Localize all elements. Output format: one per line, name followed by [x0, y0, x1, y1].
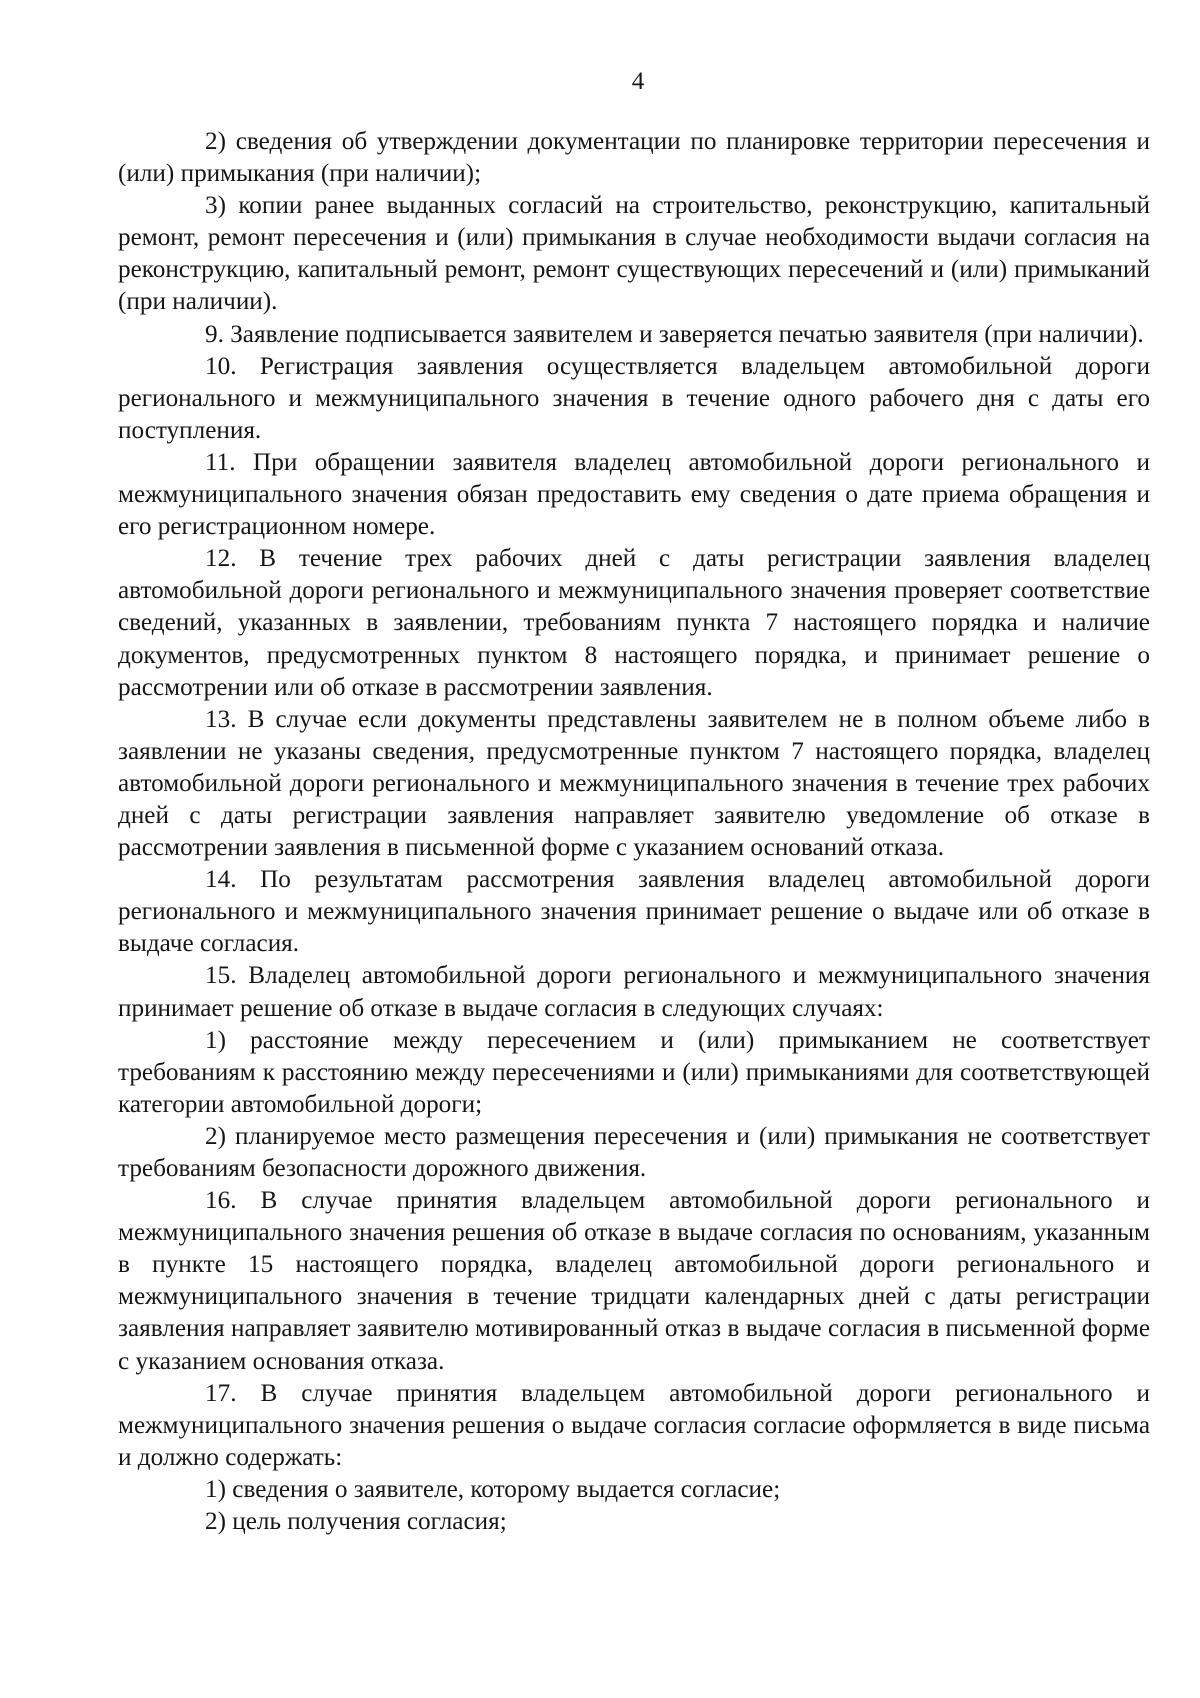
paragraph-item-2-planning-docs: 2) сведения об утверждении документации по планировке территории пересечения и (или) примыкания (при наличии);: [118, 128, 1150, 188]
paragraph-16-motivated-refusal: 16. В случае принятия владельцем автомобильной дороги регионального и межмуниципального значения решения об отказе в выдаче согласия по основаниям, указанным в пункте 15 настоящего порядка, владелец автомобильной дороги регионального и межмуниципального значения в течение тридцати календарных дней с даты регистрации заявления направляет заявителю мотивированный отказ в выдаче согласия в письменной форме с указанием основания отказа.: [118, 1187, 1150, 1375]
paragraph-17-item-1-applicant: 1) сведения о заявителе, которому выдается согласие;: [205, 1475, 781, 1503]
paragraph-17-item-2-purpose: 2) цель получения согласия;: [205, 1508, 507, 1536]
paragraph-14-decision: 14. По результатам рассмотрения заявления владелец автомобильной дороги регионального и межмуниципального значения принимает решение о выдаче или об отказе в выдаче согласия.: [118, 866, 1150, 958]
paragraph-item-3-previous-consents: 3) копии ранее выданных согласий на строительство, реконструкцию, капитальный ремонт, ремонт пересечения и (или) примыкания в случае необходимости выдачи согласия на реконструкцию, капитальный ремонт, ремонт существующих пересечений и (или) примыканий (при наличии).: [118, 192, 1150, 316]
paragraph-15-case-1-distance: 1) расстояние между пересечением и (или) примыканием не соответствует требованиям к расстоянию между пересечениями и (или) примыканиями для соответствующей категории автомобильной дороги;: [118, 1026, 1150, 1118]
paragraph-11-applicant-info: 11. При обращении заявителя владелец автомобильной дороги регионального и межмуниципального значения обязан предоставить ему сведения о дате приема обращения и его регистрационном номере.: [118, 448, 1150, 541]
paragraph-9-signature: 9. Заявление подписывается заявителем и заверяется печатью заявителя (при наличии).: [205, 320, 1144, 348]
paragraph-13-incomplete-documents: 13. В случае если документы представлены заявителем не в полном объеме либо в заявлении не указаны сведения, предусмотренные пунктом 7 настоящего порядка, владелец автомобильной дороги регионального и межмуниципального значения в течение трех рабочих дней с даты регистрации заявления направляет заявителю уведомление об отказе в рассмотрении заявления в письменной форме с указанием оснований отказа.: [118, 705, 1150, 862]
paragraph-17-consent-letter: 17. В случае принятия владельцем автомобильной дороги регионального и межмуниципального значения решения о выдаче согласия согласие оформляется в виде письма и должно содержать:: [118, 1379, 1150, 1471]
paragraph-12-verification: 12. В течение трех рабочих дней с даты регистрации заявления владелец автомобильной дороги регионального и межмуниципального значения проверяет соответствие сведений, указанных в заявлении, требованиям пункта 7 настоящего порядка и наличие документов, предусмотренных пунктом 8 настоящего порядка, и принимает решение о рассмотрении или об отказе в рассмотрении заявления.: [118, 545, 1150, 701]
paragraph-15-refusal-cases: 15. Владелец автомобильной дороги регионального и межмуниципального значения принимает решение об отказе в выдаче согласия в следующих случаях:: [118, 962, 1150, 1022]
paragraph-15-case-2-safety: 2) планируемое место размещения пересечения и (или) примыкания не соответствует требованиям безопасности дорожного движения.: [118, 1122, 1150, 1182]
document-page: [118, 66, 1150, 1538]
page-number: 4: [631, 68, 645, 95]
paragraph-10-registration: 10. Регистрация заявления осуществляется владельцем автомобильной дороги регионального и межмуниципального значения в течение одного рабочего дня с даты его поступления.: [118, 352, 1150, 444]
